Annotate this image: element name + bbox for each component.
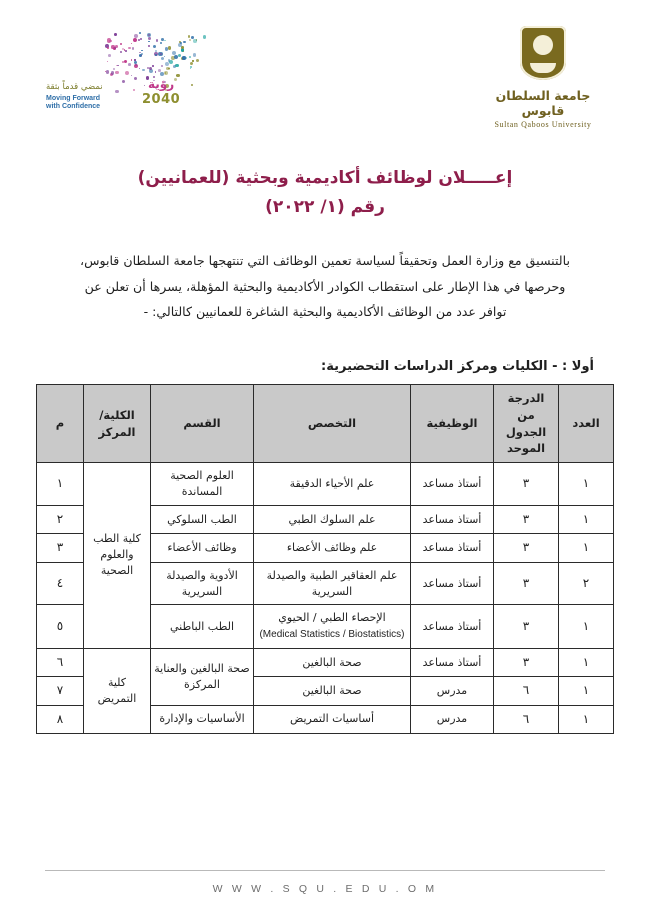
footer-url: W W W . S Q U . E D U . O M [212,883,438,895]
header-department: القسم [151,385,254,463]
cell-department: صحة البالغين والعناية المركزة [151,648,254,705]
header-specialty: التخصص [254,385,411,463]
cell-grade: ٣ [494,648,559,676]
header-college: الكلية/ المركز [84,385,151,463]
cell-department: الأدوية والصيدلة السريرية [151,562,254,605]
cell-specialty: أساسيات التمريض [254,705,411,733]
cell-specialty: صحة البالغين [254,677,411,705]
cell-department: الطب الباطني [151,605,254,648]
jobs-table-body [37,462,614,733]
cell-grade: ٣ [494,505,559,533]
cell-no: ٨ [37,705,84,733]
intro-line-2: وحرصها في هذا الإطار على استقطاب الكوادر الأكاديمية والبحثية المؤهلة، يسرها أن تعلن عن [84,278,566,294]
cell-specialty: علم السلوك الطبي [254,505,411,533]
squ-name-ar: جامعة السلطان قابوس [495,88,591,118]
cell-job: أستاذ مساعد [411,462,494,505]
cell-job: أستاذ مساعد [411,505,494,533]
cell-count: ١ [559,705,614,733]
page-footer [0,870,650,895]
cell-no: ٧ [37,677,84,705]
cell-no: ٤ [37,562,84,605]
cell-count: ١ [559,605,614,648]
cell-job: مدرس [411,677,494,705]
cell-specialty: علم الأحياء الدقيقة [254,462,411,505]
cell-grade: ٦ [494,677,559,705]
cell-job: أستاذ مساعد [411,562,494,605]
title-line-1: إعـــــلان لوظائف أكاديمية وبحثية (للعمانيين) [137,168,513,188]
intro-line-3: توافر عدد من الوظائف الأكاديمية والبحثية الشاغرة للعمانيين كالتالي: - [143,304,507,320]
vision-2040-text [142,78,180,108]
cell-college: كلية الطب والعلوم الصحية [84,462,151,648]
cell-specialty: علم العقاقير الطبية والصيدلة السريرية [254,562,411,605]
table-row [37,648,614,676]
table-header-row [37,385,614,463]
vision-year: 2040 [142,91,181,107]
intro-line-1: بالتنسيق مع وزارة العمل وتحقيقاً لسياسة تعمين الوظائف التي تنتهجها جامعة السلطان قابوس، [80,252,570,268]
cell-count: ١ [559,648,614,676]
squ-crest-icon [520,26,566,80]
cell-department: العلوم الصحية المساندة [151,462,254,505]
cell-no: ٦ [37,648,84,676]
cell-count: ١ [559,505,614,533]
header-count: العدد [559,385,614,463]
cell-grade: ٣ [494,534,559,562]
cell-job: أستاذ مساعد [411,534,494,562]
cell-grade: ٣ [494,562,559,605]
cell-no: ٥ [37,605,84,648]
header-grade: الدرجة من الجدول الموحد [494,385,559,463]
page-header [0,0,650,140]
page-title [0,164,650,222]
title-line-2: رقم (١/ ٢٠٢٢) [265,196,385,217]
cell-job: أستاذ مساعد [411,648,494,676]
squ-logo [478,26,608,129]
cell-count: ١ [559,677,614,705]
jobs-table-head [37,385,614,463]
footer-divider [45,870,605,871]
cell-no: ٣ [37,534,84,562]
cell-job: مدرس [411,705,494,733]
intro-paragraph [62,248,588,325]
cell-count: ١ [559,462,614,505]
cell-grade: ٦ [494,705,559,733]
cell-job: أستاذ مساعد [411,605,494,648]
vision-tagline-en [46,95,110,113]
squ-name-en: Sultan Qaboos University [494,120,592,129]
cell-college: كلية التمريض [84,648,151,733]
table-row [37,462,614,505]
cell-grade: ٣ [494,462,559,505]
cell-no: ١ [37,462,84,505]
vision-tagline-en-line2: with Confidence [46,103,101,111]
header-no: م [37,385,84,463]
cell-count: ٢ [559,562,614,605]
vision-tagline-en-line1: Moving Forward [46,94,101,102]
oman-vision-2040-logo [46,32,226,114]
cell-specialty: صحة البالغين [254,648,411,676]
jobs-table [36,384,614,734]
cell-department: الطب السلوكي [151,505,254,533]
cell-department: الأساسيات والإدارة [151,705,254,733]
cell-specialty: علم وظائف الأعضاء [254,534,411,562]
cell-department: وظائف الأعضاء [151,534,254,562]
section-title: أولا : - الكليات ومركز الدراسات التحضيرية: [321,359,594,375]
cell-specialty: الإحصاء الطبي / الحيوي (Medical Statistics / Biostatistics) [254,605,411,648]
header-job: الوظيفية [411,385,494,463]
vision-tagline-ar: نمضي قدماً بثقة [46,82,103,92]
vision-label-ar: رؤية [148,77,175,91]
cell-count: ١ [559,534,614,562]
cell-grade: ٣ [494,605,559,648]
vision-tagline [46,82,110,112]
cell-no: ٢ [37,505,84,533]
